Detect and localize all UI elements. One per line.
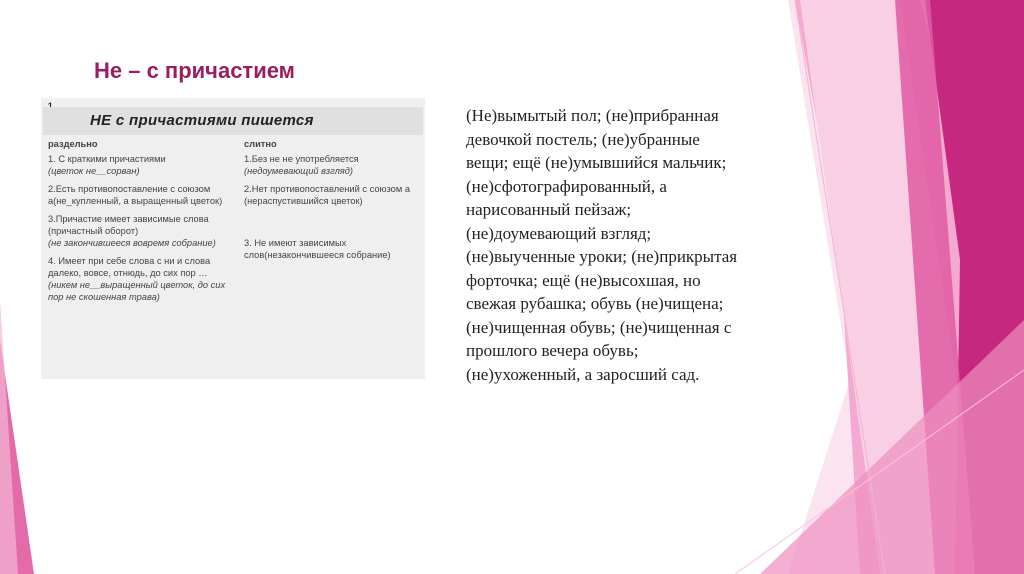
rule-example: (недоумевающий взгляд) [244, 166, 354, 176]
column-heading-together: слитно [244, 139, 277, 149]
rule-item [244, 153, 422, 177]
rule-text: 2.Есть противопоставление с союзом а(не_купленный, а выращенный цветок) [48, 184, 223, 206]
column-heading-separate: раздельно [48, 139, 98, 149]
example-line: форточка; ещё (не)высохшая, но [466, 270, 701, 290]
rule-example: (цветок не__сорван) [48, 166, 140, 176]
rule-item [48, 213, 240, 249]
example-line: прошлого вечера обувь; [466, 341, 639, 360]
rule-example: (никем не__выращенный цветок, до сих пор не скошенная трава) [48, 280, 226, 302]
slide-title: Не – с причастием [94, 58, 295, 83]
example-line: вещи; ещё (не)умывшийся мальчик; [466, 153, 727, 172]
rules-table-image [41, 98, 425, 379]
rule-text: 1.Без не не употребляется [244, 154, 359, 164]
example-line: (не)чищенная обувь; (не)чищенная с [466, 317, 732, 337]
example-line: (Не)вымытый пол; (не)прибранная [466, 106, 719, 125]
rule-item [244, 237, 422, 261]
left-light-wedge [0, 300, 18, 574]
rule-item [244, 183, 422, 207]
example-line: (не)ухоженный, а заросший сад. [466, 364, 700, 384]
rule-text: 4. Имеет при себе слова с ни и слова далеко, вовсе, отнюдь, до сих пор … [48, 256, 211, 278]
column-together [244, 138, 422, 267]
table-header-text: НЕ с причастиями пишется [90, 112, 314, 129]
example-line: девочкой постель; (не)убранные [466, 129, 700, 149]
example-line: нарисованный пейзаж; [466, 200, 632, 219]
table-header [43, 107, 423, 135]
example-line: (не)сфотографированный, а [466, 176, 667, 196]
example-line: (не)доумевающий взгляд; [466, 223, 652, 243]
rule-text: 3. Не имеют зависимых слов(незакончившееся собрание) [244, 238, 391, 260]
decorative-shapes-left [0, 0, 40, 574]
example-line: (не)выученные уроки; (не)прикрытая [466, 247, 738, 266]
column-separate [48, 138, 240, 309]
rule-item [48, 255, 240, 303]
rule-text: 2.Нет противопоставлений с союзом а (нераспустившийся цветок) [244, 184, 410, 206]
rule-item [48, 183, 240, 207]
example-line: свежая рубашка; обувь (не)чищена; [466, 294, 724, 313]
rule-item [48, 153, 240, 177]
rule-text: 1. С краткими причастиями [48, 154, 166, 164]
rule-example: (не закончившееся вовремя собрание) [48, 238, 216, 248]
rule-text: 3.Причастие имеет зависимые слова (причастный оборот) [48, 214, 209, 236]
examples-paragraph [466, 104, 791, 386]
